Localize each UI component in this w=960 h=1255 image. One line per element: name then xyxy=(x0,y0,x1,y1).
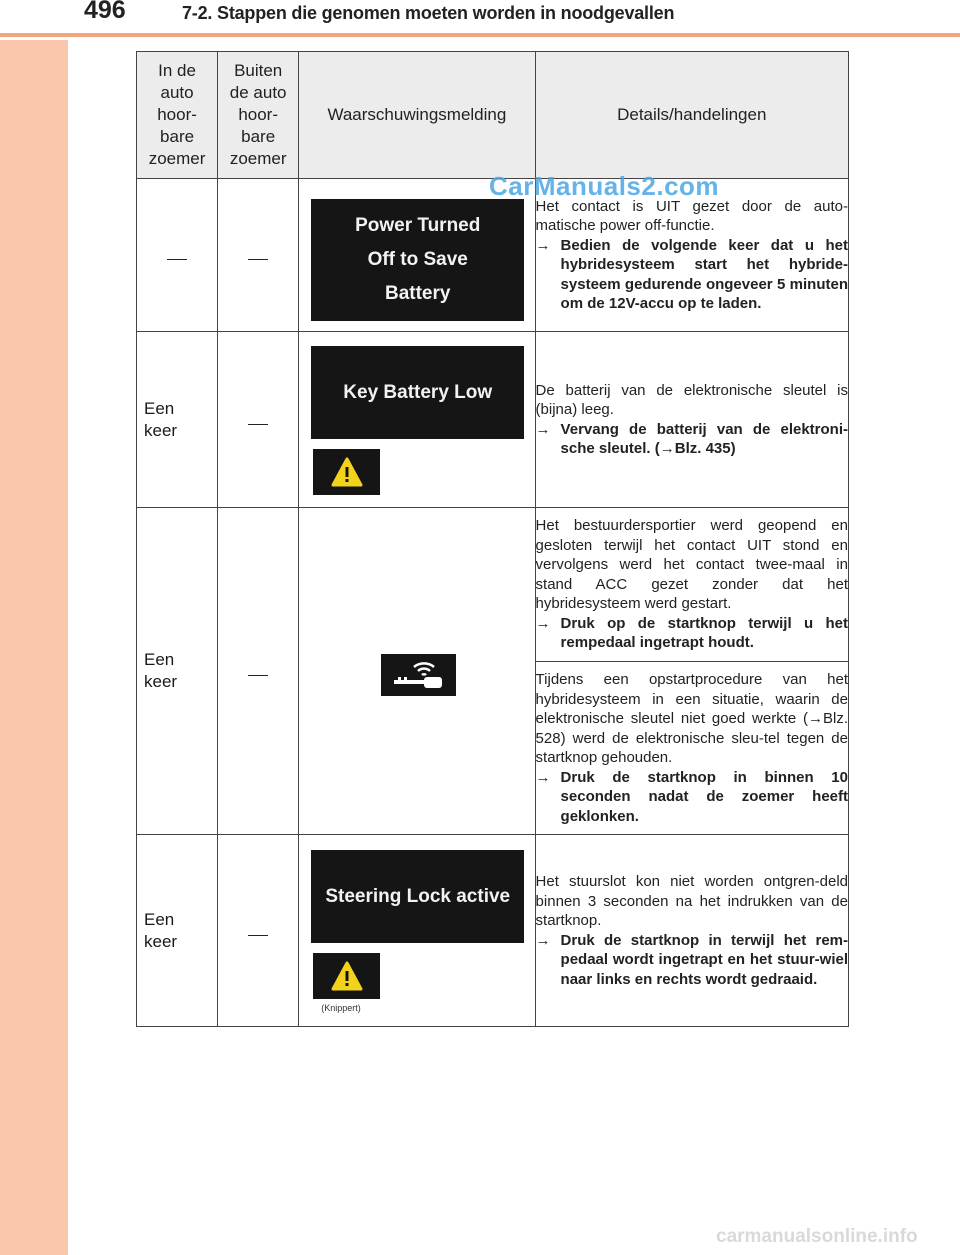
action-text: Vervang de batterij van de elektroni-sche sleutel. (→Blz. 435) xyxy=(560,420,848,457)
dash-mark xyxy=(248,675,268,676)
screen-line: Battery xyxy=(384,283,451,304)
details-text: Het bestuurdersportier werd geopend en gesloten terwijl het contact UIT stond en vervolgens werd het contact twee-maal in stand ACC gezet zonder dat het hybridesysteem werd gestart. xyxy=(535,517,848,613)
action-item xyxy=(536,236,848,314)
inside-buzzer-cell: Een keer xyxy=(137,332,218,508)
table-header-row xyxy=(137,52,849,179)
action-item xyxy=(536,768,848,827)
footer-watermark: carmanualsonline.info xyxy=(716,1226,918,1247)
action-item xyxy=(536,614,848,653)
display-screen xyxy=(311,850,524,943)
details-cell xyxy=(535,508,848,662)
screen-line: Key Battery Low xyxy=(343,381,493,403)
page-number: 496 xyxy=(84,0,126,24)
outside-buzzer-cell xyxy=(218,508,299,835)
table-row xyxy=(137,835,849,1027)
table-row xyxy=(137,508,849,662)
arrow-icon: → xyxy=(535,768,551,786)
side-color-band xyxy=(0,0,68,1255)
dash-mark xyxy=(248,259,268,260)
outside-buzzer-cell xyxy=(218,835,299,1027)
arrow-icon: → xyxy=(535,420,551,438)
header-inside-buzzer: In de auto hoor- bare zoemer xyxy=(137,52,218,179)
blink-caption: (Knippert) xyxy=(321,1003,361,1013)
details-cell xyxy=(535,662,848,835)
display-cell xyxy=(299,332,535,508)
dash-mark xyxy=(248,935,268,936)
dash-mark xyxy=(248,424,268,425)
details-text: Tijdens een opstartprocedure van het hybridesysteem in een situatie, waarin de elektronische sleutel niet goed werkte (→Blz. 528) werd de elektronische sleu-tel tegen de startknop gehouden. xyxy=(535,671,848,766)
dash-mark xyxy=(167,259,187,260)
header-rule xyxy=(0,33,960,37)
smart-key-icon xyxy=(381,654,456,696)
action-text: Druk de startknop in binnen 10 seconden nadat de zoemer heeft geklonken. xyxy=(560,768,848,825)
outside-buzzer-cell xyxy=(218,332,299,508)
header-outside-buzzer: Buiten de auto hoor- bare zoemer xyxy=(218,52,299,179)
table-row xyxy=(137,332,849,508)
display-cell xyxy=(299,835,535,1027)
display-screen xyxy=(311,199,524,321)
action-text: Bedien de volgende keer dat u het hybridesysteem start het hybride-systeem gedurende ongeveer 5 minuten om de 12V-accu op te laden. xyxy=(560,236,848,312)
arrow-icon: → xyxy=(535,931,551,949)
watermark-link[interactable]: CarManuals2.com xyxy=(489,171,720,201)
header-warning-message: Waarschuwingsmelding xyxy=(299,52,535,179)
screen-line: Power Turned xyxy=(355,215,481,236)
inside-buzzer-cell: Een keer xyxy=(137,508,218,835)
details-text: De batterij van de elektronische sleutel is (bijna) leeg. xyxy=(535,381,848,418)
arrow-icon: → xyxy=(535,236,551,254)
action-item xyxy=(536,931,848,990)
details-text: Het contact is UIT gezet door de auto-matische power off-functie. xyxy=(535,197,848,234)
warning-icon xyxy=(313,449,380,495)
action-text: Druk de startknop in terwijl het rem-pedaal wordt ingetrapt en het stuur-wiel naar links en rechts wordt gedraaid. xyxy=(560,931,848,988)
header-details: Details/handelingen xyxy=(535,52,848,179)
warning-icon xyxy=(313,953,380,999)
outside-buzzer-cell xyxy=(218,179,299,332)
details-cell xyxy=(535,835,848,1027)
display-cell xyxy=(299,508,535,835)
arrow-icon: → xyxy=(535,614,551,632)
display-screen xyxy=(311,346,524,439)
inside-buzzer-cell: Een keer xyxy=(137,835,218,1027)
details-cell xyxy=(535,332,848,508)
action-text: Druk op de startknop terwijl u het rempedaal ingetrapt houdt. xyxy=(560,614,848,652)
section-title: 7-2. Stappen die genomen moeten worden in noodgevallen xyxy=(182,3,675,23)
action-item xyxy=(536,420,848,459)
screen-line: Steering Lock active xyxy=(325,885,511,907)
screen-line: Off to Save xyxy=(367,249,468,270)
inside-buzzer-cell xyxy=(137,179,218,332)
details-text: Het stuurslot kon niet worden ontgren-deld binnen 3 seconden na het indrukken van de startknop. xyxy=(535,873,848,929)
